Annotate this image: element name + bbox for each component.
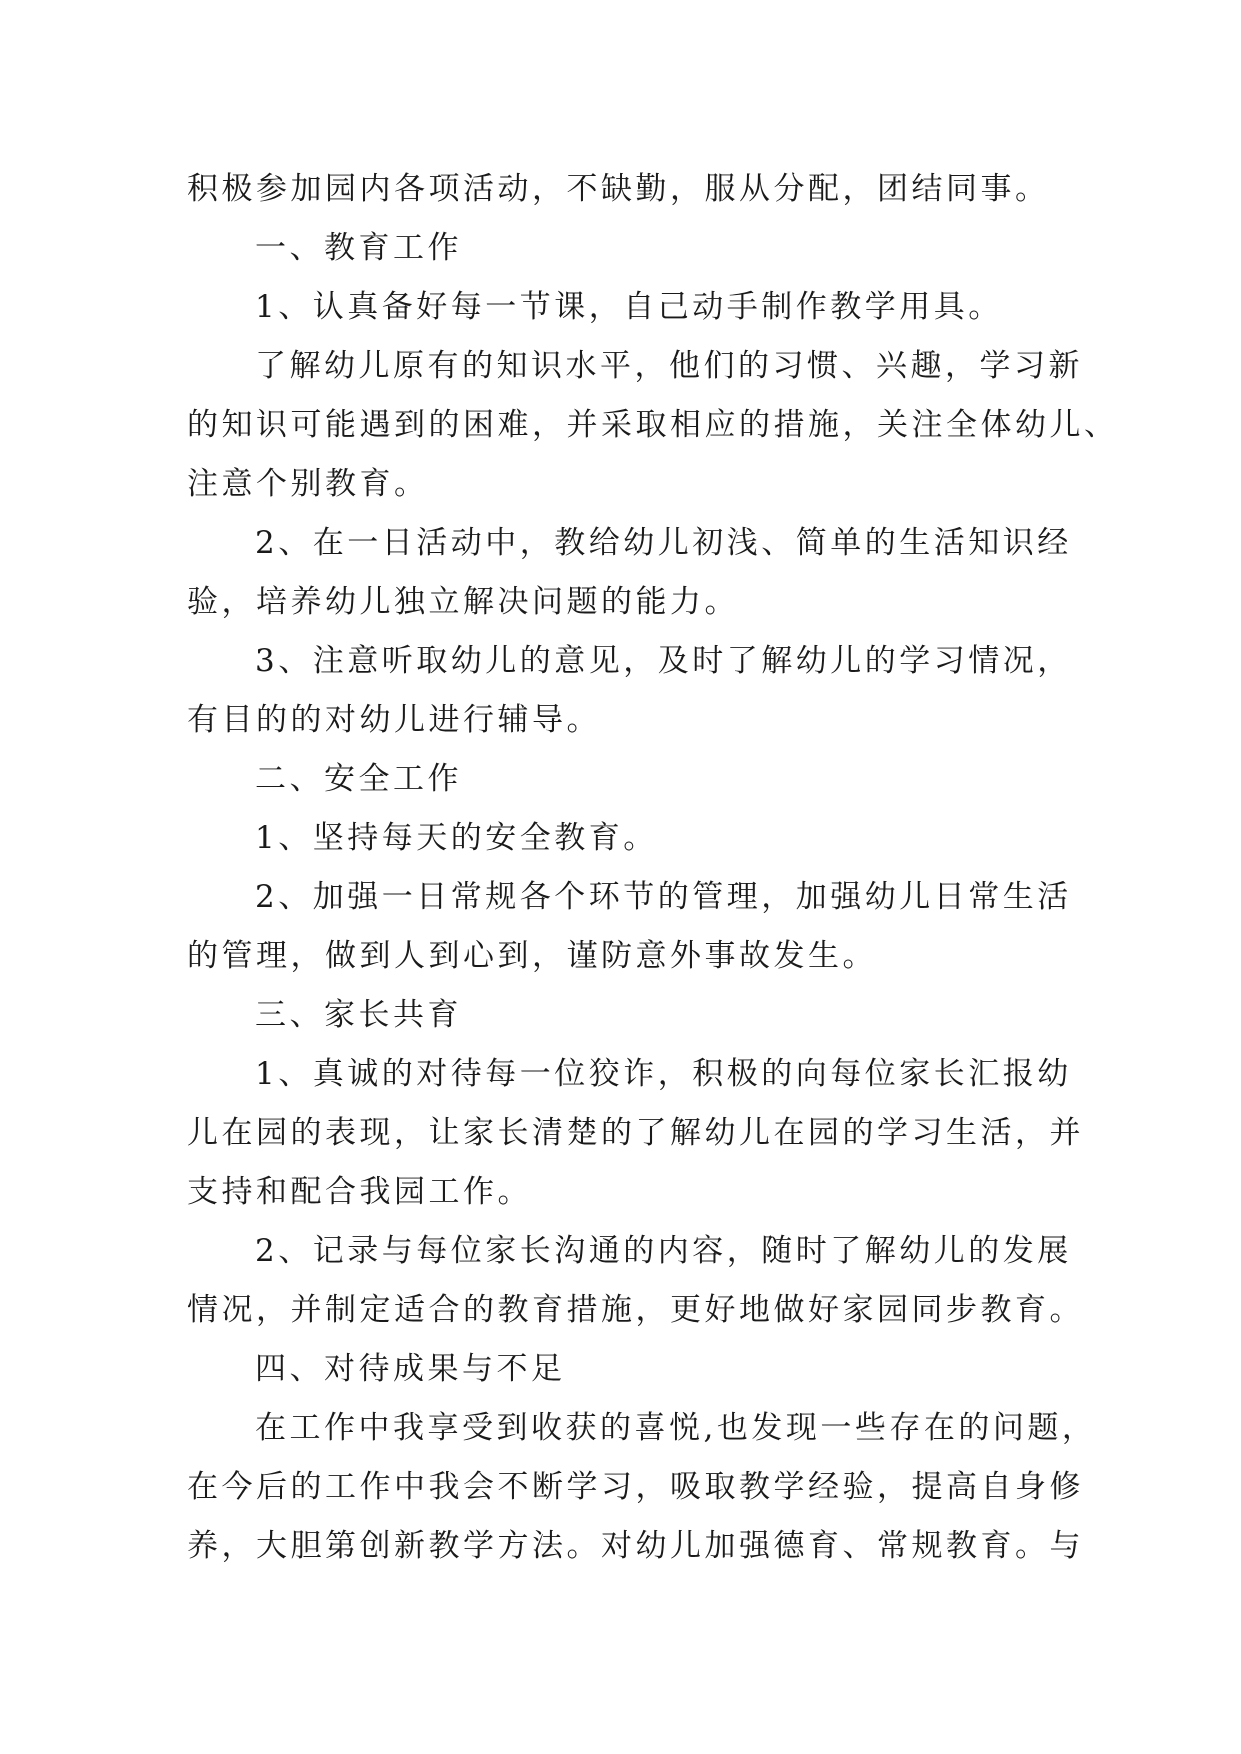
text-line: 1、认真备好每一节课，自己动手制作教学用具。 bbox=[255, 289, 1003, 325]
text-line: 在工作中我享受到收获的喜悦,也发现一些存在的问题， bbox=[255, 1410, 1097, 1446]
section-heading: 四、对待成果与不足 bbox=[255, 1351, 566, 1387]
text-line: 在今后的工作中我会不断学习，吸取教学经验，提高自身修 bbox=[187, 1469, 1084, 1505]
text-line: 1、真诚的对待每一位狡诈，积极的向每位家长汇报幼 bbox=[255, 1056, 1072, 1092]
text-line: 的知识可能遇到的困难，并采取相应的措施，关注全体幼儿、 bbox=[187, 407, 1119, 443]
text-line: 1、坚持每天的安全教育。 bbox=[255, 820, 658, 856]
text-line: 儿在园的表现，让家长清楚的了解幼儿在园的学习生活，并 bbox=[187, 1115, 1084, 1151]
text-line: 支持和配合我园工作。 bbox=[187, 1174, 532, 1210]
text-line: 了解幼儿原有的知识水平，他们的习惯、兴趣，学习新 bbox=[255, 348, 1083, 384]
section-heading: 二、安全工作 bbox=[255, 761, 462, 797]
text-line: 3、注意听取幼儿的意见，及时了解幼儿的学习情况， bbox=[255, 643, 1072, 679]
section-heading: 一、教育工作 bbox=[255, 230, 462, 266]
document-body bbox=[187, 160, 1119, 1576]
text-line: 验，培养幼儿独立解决问题的能力。 bbox=[187, 584, 739, 620]
text-line: 有目的的对幼儿进行辅导。 bbox=[187, 702, 601, 738]
text-line: 注意个别教育。 bbox=[187, 466, 429, 502]
text-line: 养，大胆第创新教学方法。对幼儿加强德育、常规教育。与 bbox=[187, 1528, 1084, 1564]
text-line: 2、在一日活动中，教给幼儿初浅、简单的生活知识经 bbox=[255, 525, 1072, 561]
text-line: 积极参加园内各项活动，不缺勤，服从分配，团结同事。 bbox=[187, 171, 1050, 207]
text-line: 情况，并制定适合的教育措施，更好地做好家园同步教育。 bbox=[187, 1292, 1084, 1328]
section-heading: 三、家长共育 bbox=[255, 997, 462, 1033]
text-line: 2、加强一日常规各个环节的管理，加强幼儿日常生活 bbox=[255, 879, 1072, 915]
text-line: 的管理，做到人到心到，谨防意外事故发生。 bbox=[187, 938, 877, 974]
text-line: 2、记录与每位家长沟通的内容，随时了解幼儿的发展 bbox=[255, 1233, 1072, 1269]
